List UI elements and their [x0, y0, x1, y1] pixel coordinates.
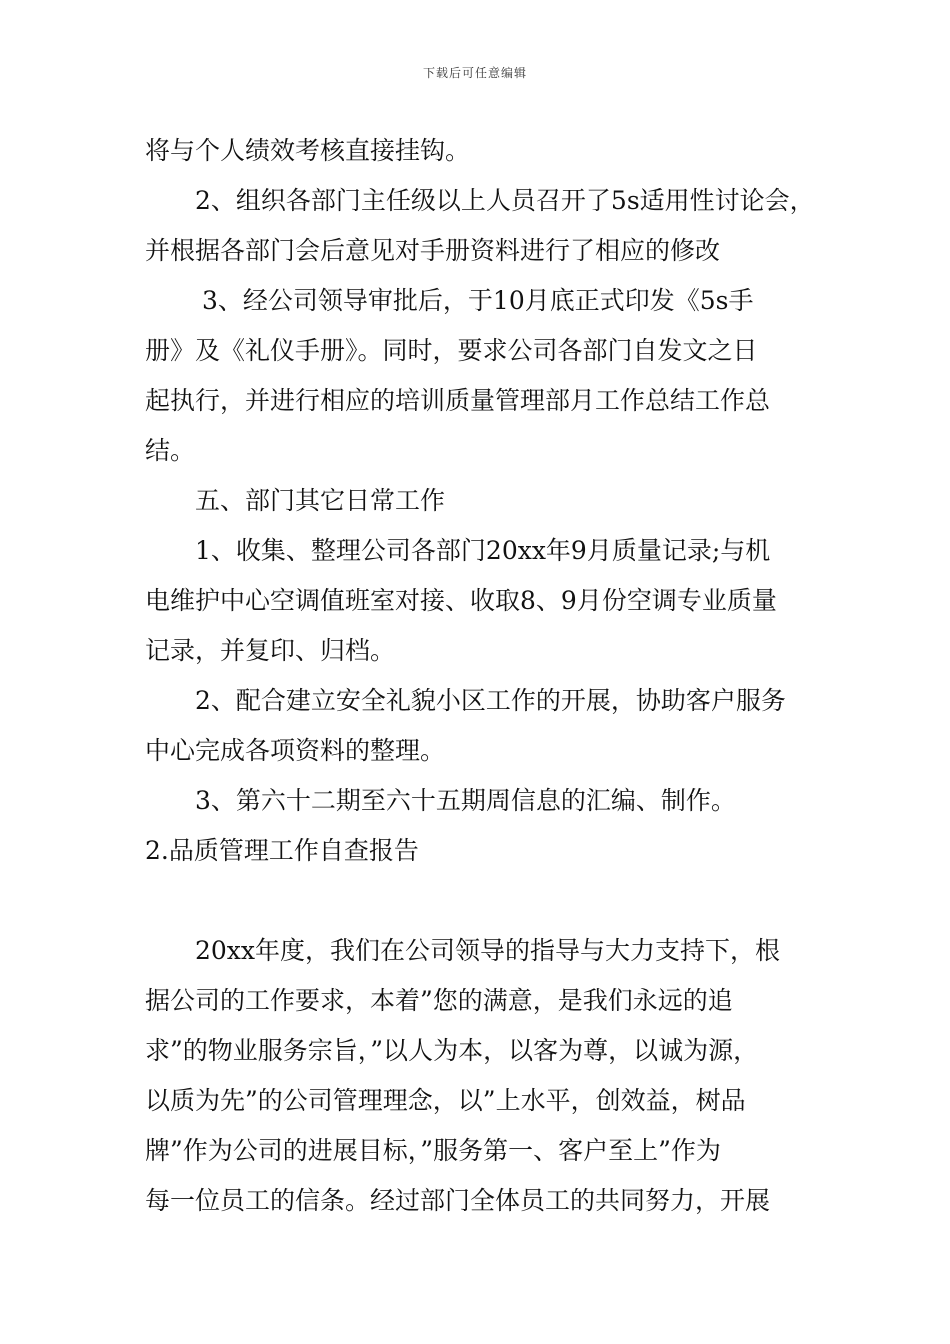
paragraph-line: 每一位员工的信条。经过部门全体员工的共同努力，开展: [145, 1186, 771, 1215]
paragraph-line: 2、组织各部门主任级以上人员召开了5s适用性讨论会，: [195, 186, 815, 215]
paragraph-line: 电维护中心空调值班室对接、收取8、9月份空调专业质量: [145, 586, 777, 615]
paragraph-line: 20xx年度，我们在公司领导的指导与大力支持下，根: [195, 936, 781, 965]
paragraph-line: 册》及《礼仪手册》。同时，要求公司各部门自发文之日: [145, 336, 758, 365]
paragraph-line: 结。: [145, 436, 196, 465]
paragraph-line: 将与个人绩效考核直接挂钩。: [145, 136, 471, 165]
paragraph-line: 据公司的工作要求，本着”您的满意，是我们永远的追: [145, 986, 733, 1015]
paragraph-line: 以质为先”的公司管理理念，以”上水平，创效益，树品: [145, 1086, 746, 1115]
paragraph-line: 并根据各部门会后意见对手册资料进行了相应的修改: [145, 236, 721, 265]
paragraph-line: 1、收集、整理公司各部门20xx年9月质量记录;与机: [195, 536, 771, 565]
section-heading: 五、部门其它日常工作: [195, 486, 446, 515]
paragraph-line: 记录，并复印、归档。: [145, 636, 396, 665]
paragraph-line: 2、配合建立安全礼貌小区工作的开展，协助客户服务: [195, 686, 786, 715]
paragraph-line: 牌”作为公司的进展目标，”服务第一、客户至上”作为: [145, 1136, 721, 1165]
document-body: [145, 126, 825, 1226]
paragraph-line: 求”的物业服务宗旨，”以人为本，以客为尊，以诚为源，: [145, 1036, 759, 1065]
paragraph-line: 中心完成各项资料的整理。: [145, 736, 446, 765]
blank-gap: [145, 876, 825, 926]
paragraph-line: 3、第六十二期至六十五期周信息的汇编、制作。: [195, 786, 736, 815]
header-note: 下载后可任意编辑: [422, 66, 527, 80]
paragraph-line: 3、经公司领导审批后，于10月底正式印发《5s手: [202, 286, 754, 315]
report-title: 2.品质管理工作自查报告: [145, 836, 419, 865]
paragraph-line: 起执行，并进行相应的培训质量管理部月工作总结工作总: [145, 386, 771, 415]
